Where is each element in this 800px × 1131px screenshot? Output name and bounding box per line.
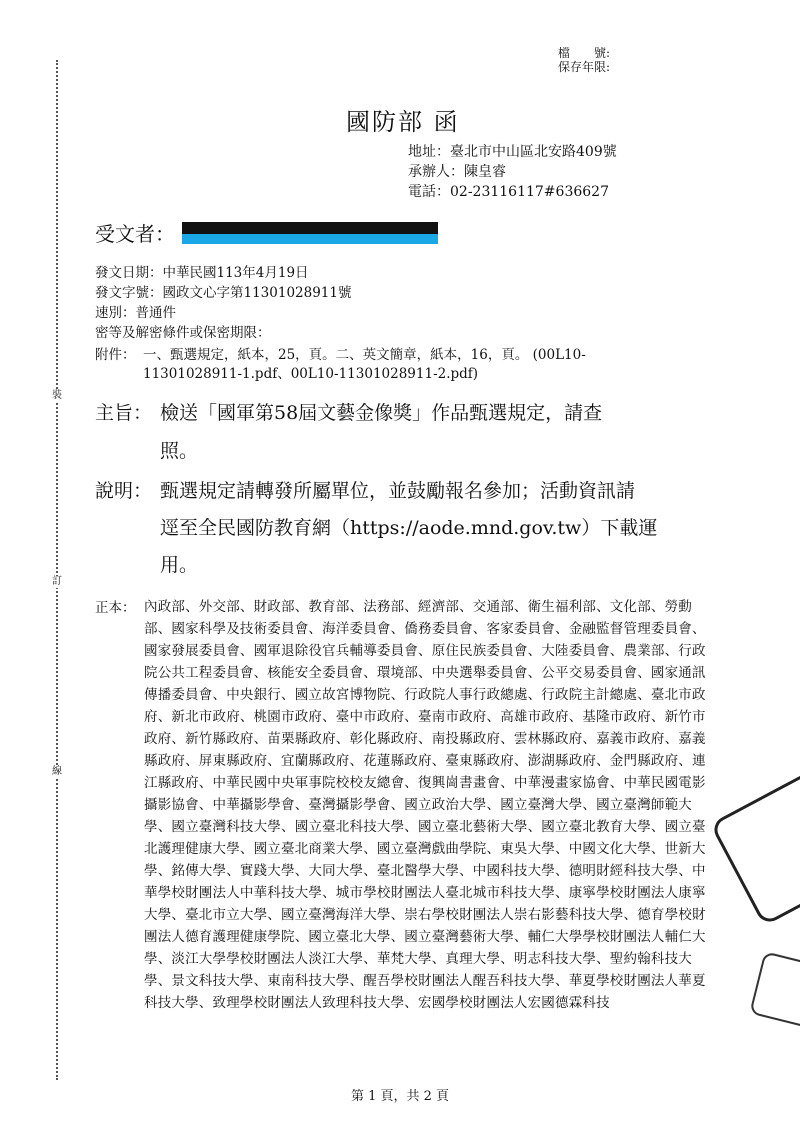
- page-footer: 第 1 頁，共 2 頁: [350, 1089, 450, 1104]
- explanation-label: 說明：: [95, 480, 153, 502]
- official-seal: [710, 770, 800, 927]
- retention-period-label: 保存年限:: [557, 60, 610, 74]
- subject-line-1: 檢送「國軍第58屆文藝金像獎」作品甄選規定，請查: [160, 402, 603, 424]
- binding-mark-ding: 訂: [52, 576, 62, 587]
- secrecy-condition: 密等及解密條件或保密期限：: [95, 325, 271, 341]
- attachments-text: 一、甄選規定，紙本，25，頁。二、英文簡章，紙本，16，頁。 (00L10-11301028911-1.pdf、00L10-11301028911-2.pdf): [143, 347, 586, 382]
- document-title: 國防部 函: [346, 108, 460, 136]
- explanation-line-2: 逕至全民國防教育網（https://aode.mnd.gov.tw）下載運: [160, 517, 658, 539]
- binding-mark-xian: 線: [52, 766, 62, 777]
- recipient-label: 受文者：: [95, 222, 175, 246]
- explanation-line-3: 用。: [160, 554, 199, 576]
- cc-recipient-list: 內政部、外交部、財政部、教育部、法務部、經濟部、交通部、衛生福利部、文化部、勞動部、國家科學及技術委員會、海洋委員會、僑務委員會、客家委員會、金融監督管理委員會、國家發展委員會、國軍退除役官兵輔導委員會、原住民族委員會、大陸委員會、農業部、行政院公共工程委員會、核能安全委員會、環境部、中央選舉委員會、公平交易委員會、國家通訊傳播委員會、中央銀行、國立故宮博物院、行政院人事行政總處、行政院主計總處、臺北市政府、新北市政府、桃園市政府、臺中市政府、臺南市政府、高雄市政府、基隆市政府、新竹市政府、新竹縣政府、苗栗縣政府、彰化縣政府、南投縣政府、雲林縣政府、嘉義市政府、嘉義縣政府、屏東縣政府、宜蘭縣政府、花蓮縣政府、臺東縣政府、澎湖縣政府、金門縣政府、連江縣政府、中華民國中央軍事院校校友總會、復興崗書畫會、中華漫畫家協會、中華民國電影攝影協會、中華攝影學會、臺灣攝影學會、國立政治大學、國立臺灣大學、國立臺灣師範大學、國立臺灣科技大學、國立臺北科技大學、國立臺北藝術大學、國立臺北教育大學、國立臺北護理健康大學、國立臺北商業大學、國立臺灣戲曲學院、東吳大學、中國文化大學、世新大學、銘傳大學、實踐大學、大同大學、臺北醫學大學、中國科技大學、德明財經科技大學、中華學校財團法人中華科技大學、城市學校財團法人臺北城市科技大學、康寧學校財團法人康寧大學、臺北市立大學、國立臺灣海洋大學、崇右學校財團法人崇右影藝科技大學、德育學校財團法人德育護理健康學院、國立臺北大學、國立臺灣藝術大學、輔仁大學學校財團法人輔仁大學、淡江大學學校財團法人淡江大學、華梵大學、真理大學、明志科技大學、聖約翰科技大學、景文科技大學、東南科技大學、醒吾學校財團法人醒吾科技大學、華夏學校財團法人華夏科技大學、致理學校財團法人致理科技大學、宏國學校財團法人宏國德霖科技: [144, 599, 706, 1011]
- handler-line: 承辦人：陳皇睿: [408, 164, 506, 180]
- explanation-line-1: 甄選規定請轉發所屬單位，並鼓勵報名參加；活動資訊請: [160, 480, 636, 502]
- binding-mark-zhuang: 裝: [52, 390, 62, 401]
- seal-impression: [749, 951, 800, 1029]
- delivery-speed: 速別：普通件: [95, 305, 176, 321]
- address-line: 地址：臺北市中山區北安路409號: [408, 144, 617, 160]
- document-number: 發文字號：國政文心字第11301028911號: [95, 285, 352, 301]
- binding-margin-line: [56, 60, 58, 1080]
- file-number-label: 檔 號:: [557, 46, 610, 60]
- phone-line: 電話：02-23116117#636627: [408, 184, 609, 200]
- subject-label: 主旨：: [95, 402, 153, 424]
- attachments-label: 附件：: [95, 347, 136, 363]
- issue-date: 發文日期：中華民國113年4月19日: [95, 265, 309, 281]
- subject-line-2: 照。: [160, 440, 199, 462]
- recipient-redaction: [182, 222, 438, 244]
- cc-label: 正本：: [95, 600, 136, 616]
